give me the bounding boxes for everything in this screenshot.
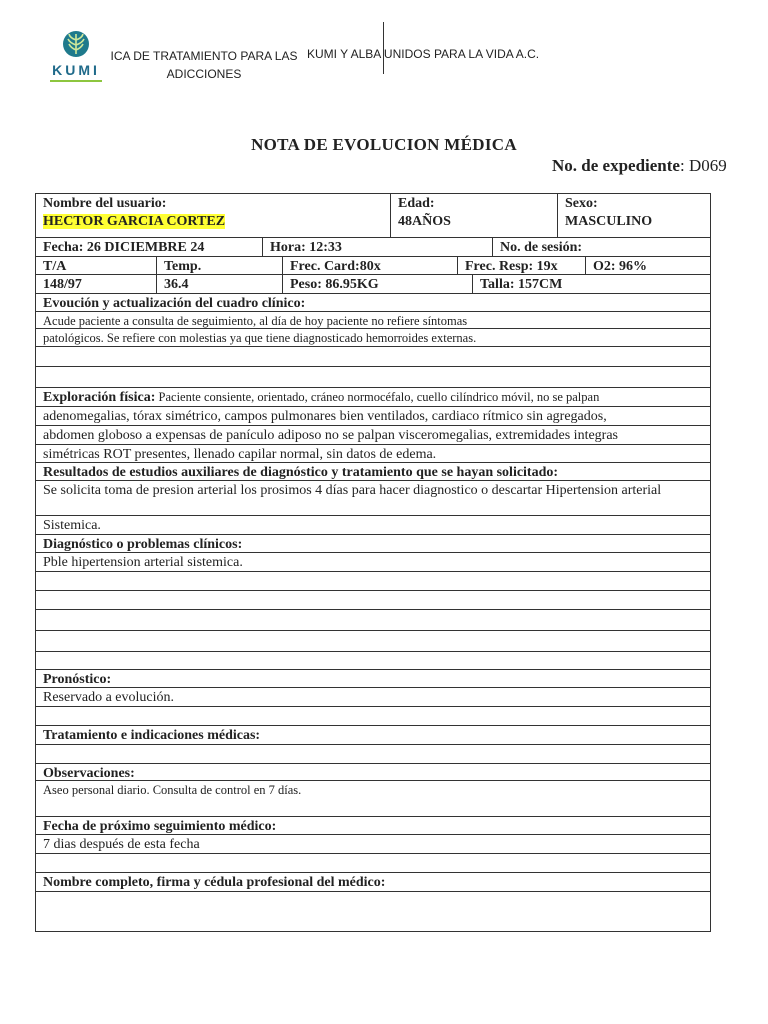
blank-line (36, 572, 710, 590)
diagnostico-line-1: Pble hipertension arterial sistemica. (43, 555, 243, 570)
expediente-label: No. de expediente (552, 156, 680, 175)
name-cell (36, 194, 390, 237)
resultados-label: Resultados de estudios auxiliares de diagnóstico y tratamiento que se hayan solicitado: (43, 465, 559, 480)
header-right-text: KUMI Y ALBA UNIDOS PARA LA VIDA A.C. (307, 47, 540, 61)
frec-resp: Frec. Resp: 19x (457, 257, 585, 274)
sex-cell (557, 194, 710, 237)
medical-note-form (35, 193, 711, 932)
vitals-row-2 (35, 274, 711, 293)
patient-row (35, 193, 711, 237)
temp-label: Temp. (156, 257, 282, 274)
blank-line (36, 745, 710, 763)
evolucion-line-2: patológicos. Se refiere con molestias ya que tiene diagnosticado hemorroides externas. (43, 331, 477, 345)
logo-text: KUMI (52, 62, 100, 78)
blank-line (36, 707, 710, 725)
diagnostico-label: Diagnóstico o problemas clínicos: (43, 537, 243, 552)
blank-line (36, 347, 710, 366)
vitals-row-1 (35, 256, 711, 274)
firma-label: Nombre completo, firma y cédula profesional del médico: (43, 875, 386, 890)
o2: O2: 96% (585, 257, 710, 274)
seguimiento-label: Fecha de próximo seguimiento médico: (43, 819, 277, 834)
resultados-line-1: Se solicita toma de presion arterial los prosimos 4 días para hacer diagnostico o descartar Hipertension arterial (43, 483, 662, 498)
firma-space (36, 892, 710, 931)
expediente (552, 156, 727, 176)
exploracion-label: Exploración física: (43, 390, 156, 405)
exploracion-line-2: adenomegalias, tórax simétrico, campos pulmonares bien ventilados, cardiaco rítmico sin agregados, (43, 409, 607, 424)
temp-value: 36.4 (156, 275, 282, 293)
age-label: Edad: (398, 196, 435, 211)
exploracion-line-3: abdomen globoso a expensas de panículo adiposo no se palpan visceromegalias, extremidades integras (43, 428, 618, 443)
blank-line (36, 591, 710, 609)
talla: Talla: 157CM (472, 275, 710, 293)
sesion: No. de sesión: (492, 238, 710, 256)
blank-line (36, 631, 710, 651)
evolucion-label: Evoución y actualización del cuadro clínico: (43, 296, 306, 311)
session-row (35, 237, 711, 256)
name-label: Nombre del usuario: (43, 196, 167, 211)
patient-age: 48AÑOS (398, 214, 451, 229)
document-header (0, 0, 768, 100)
fecha: Fecha: 26 DICIEMBRE 24 (43, 240, 205, 255)
observaciones-label: Observaciones: (43, 766, 135, 780)
kumi-logo (46, 30, 106, 82)
hora: Hora: 12:33 (262, 238, 492, 256)
exploracion-line-4: simétricas ROT presentes, llenado capilar normal, sin datos de edema. (43, 447, 437, 462)
frec-card: Frec. Card:80x (282, 257, 457, 274)
sex-label: Sexo: (565, 196, 598, 211)
peso: Peso: 86.95KG (282, 275, 472, 293)
observaciones-line-1: Aseo personal diario. Consulta de control en 7 días. (43, 783, 302, 797)
resultados-line-2: Sistemica. (43, 518, 101, 533)
expediente-value: : D069 (679, 156, 727, 175)
ta-value: 148/97 (43, 277, 82, 292)
patient-sex: MASCULINO (565, 214, 653, 229)
blank-line (36, 652, 710, 669)
page-title: NOTA DE EVOLUCION MÉDICA (251, 135, 517, 154)
ta-label: T/A (43, 259, 67, 274)
blank-line (36, 854, 710, 872)
age-cell (390, 194, 557, 237)
seguimiento-line-1: 7 dias después de esta fecha (43, 837, 200, 852)
pronostico-label: Pronóstico: (43, 672, 112, 687)
pronostico-line-1: Reservado a evolución. (43, 690, 175, 705)
blank-line (36, 367, 710, 387)
header-left-text: ICA DE TRATAMIENTO PARA LAS ADICCIONES (110, 49, 298, 81)
evolucion-line-1: Acude paciente a consulta de seguimiento, al día de hoy paciente no refiere síntomas (43, 314, 468, 328)
blank-line (36, 610, 710, 630)
logo-underline (50, 80, 102, 82)
tratamiento-label: Tratamiento e indicaciones médicas: (43, 728, 261, 743)
patient-name: HECTOR GARCIA CORTEZ (43, 214, 226, 229)
logo-emblem-icon (46, 30, 106, 62)
exploracion-line-1: Exploración física: Paciente consiente, orientado, cráneo normocéfalo, cuello cilíndrico móvil, no se palpan (43, 390, 600, 405)
